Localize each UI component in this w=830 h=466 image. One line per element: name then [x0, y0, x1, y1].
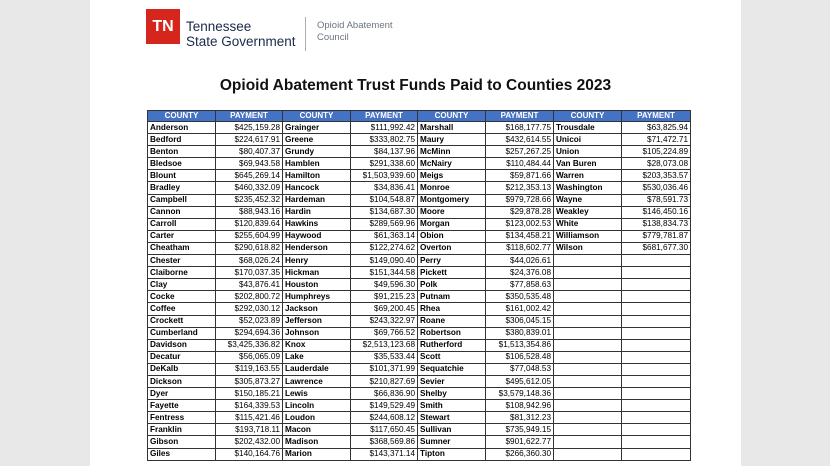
county-cell: Lincoln — [283, 400, 351, 412]
payment-cell: $111,992.42 — [351, 122, 418, 134]
payment-cell: $203,353.57 — [622, 170, 691, 182]
county-cell: Grainger — [283, 122, 351, 134]
county-cell: Hamblen — [283, 158, 351, 170]
county-cell: DeKalb — [148, 363, 216, 375]
payment-cell — [622, 363, 691, 375]
county-cell — [554, 448, 622, 460]
payment-cell: $80,407.37 — [216, 146, 283, 158]
payment-cell: $78,591.73 — [622, 194, 691, 206]
payment-cell: $29,878.28 — [486, 206, 554, 218]
county-cell: Lauderdale — [283, 363, 351, 375]
payment-cell: $101,371.99 — [351, 363, 418, 375]
payment-cell — [622, 351, 691, 363]
payment-cell: $134,687.30 — [351, 206, 418, 218]
county-cell: Tipton — [418, 448, 486, 460]
county-cell: Coffee — [148, 303, 216, 315]
county-cell: Pickett — [418, 267, 486, 279]
table-row — [148, 242, 691, 254]
table-row — [148, 291, 691, 303]
county-cell: Sullivan — [418, 424, 486, 436]
payment-cell: $77,858.63 — [486, 279, 554, 291]
county-cell: Cocke — [148, 291, 216, 303]
county-cell: Clay — [148, 279, 216, 291]
table-row — [148, 218, 691, 230]
table-row — [148, 351, 691, 363]
payment-cell — [622, 255, 691, 267]
county-cell — [554, 291, 622, 303]
county-cell: Henderson — [283, 242, 351, 254]
table-row — [148, 122, 691, 134]
county-cell: Shelby — [418, 388, 486, 400]
payment-cell: $432,614.55 — [486, 134, 554, 146]
county-cell: Weakley — [554, 206, 622, 218]
county-cell: Johnson — [283, 327, 351, 339]
county-cell: Hickman — [283, 267, 351, 279]
payment-cell: $735,949.15 — [486, 424, 554, 436]
county-cell: Loudon — [283, 412, 351, 424]
payment-cell: $193,718.11 — [216, 424, 283, 436]
payment-cell: $84,137.96 — [351, 146, 418, 158]
payment-cell: $243,322.97 — [351, 315, 418, 327]
payment-cell: $294,694.36 — [216, 327, 283, 339]
payment-cell: $118,602.77 — [486, 242, 554, 254]
county-cell: Chester — [148, 255, 216, 267]
county-cell — [554, 315, 622, 327]
county-cell: Lewis — [283, 388, 351, 400]
payment-cell: $134,458.21 — [486, 230, 554, 242]
county-cell: Blount — [148, 170, 216, 182]
column-header: COUNTY — [148, 111, 216, 122]
payment-cell — [622, 448, 691, 460]
payment-cell: $3,579,148.36 — [486, 388, 554, 400]
payment-cell: $138,834.73 — [622, 218, 691, 230]
payment-cell: $1,513,354.86 — [486, 339, 554, 351]
column-header: PAYMENT — [351, 111, 418, 122]
council-name — [317, 20, 393, 44]
payment-cell: $117,650.45 — [351, 424, 418, 436]
payment-cell: $210,827.69 — [351, 375, 418, 387]
county-cell: Morgan — [418, 218, 486, 230]
county-cell: Fayette — [148, 400, 216, 412]
county-cell: Smith — [418, 400, 486, 412]
payment-cell: $235,452.32 — [216, 194, 283, 206]
payment-cell — [622, 327, 691, 339]
county-cell: Jackson — [283, 303, 351, 315]
county-cell: Polk — [418, 279, 486, 291]
county-cell: Decatur — [148, 351, 216, 363]
payment-cell: $35,533.44 — [351, 351, 418, 363]
county-cell — [554, 339, 622, 351]
county-cell: Roane — [418, 315, 486, 327]
county-cell — [554, 279, 622, 291]
county-cell: Putnam — [418, 291, 486, 303]
payment-cell: $350,535.48 — [486, 291, 554, 303]
payment-cell: $681,677.30 — [622, 242, 691, 254]
payment-cell: $143,371.14 — [351, 448, 418, 460]
county-cell: Claiborne — [148, 267, 216, 279]
county-cell: Van Buren — [554, 158, 622, 170]
payment-cell: $368,569.86 — [351, 436, 418, 448]
payment-cell: $530,036.46 — [622, 182, 691, 194]
payment-cell — [622, 267, 691, 279]
county-cell: Bledsoe — [148, 158, 216, 170]
county-cell: Grundy — [283, 146, 351, 158]
payment-cell: $289,569.96 — [351, 218, 418, 230]
payment-cell: $104,548.87 — [351, 194, 418, 206]
payment-cell: $151,344.58 — [351, 267, 418, 279]
payment-cell: $306,045.15 — [486, 315, 554, 327]
payment-cell: $495,612.05 — [486, 375, 554, 387]
payment-cell: $24,376.08 — [486, 267, 554, 279]
county-cell: Jefferson — [283, 315, 351, 327]
county-cell: Trousdale — [554, 122, 622, 134]
payment-cell — [622, 279, 691, 291]
county-cell — [554, 255, 622, 267]
payment-cell: $305,873.27 — [216, 375, 283, 387]
column-header: PAYMENT — [486, 111, 554, 122]
page-title: Opioid Abatement Trust Funds Paid to Counties 2023 — [219, 77, 612, 94]
county-cell: Scott — [418, 351, 486, 363]
payment-cell: $91,215.23 — [351, 291, 418, 303]
payment-cell: $28,073.08 — [622, 158, 691, 170]
payment-cell: $3,425,336.82 — [216, 339, 283, 351]
county-cell: Sevier — [418, 375, 486, 387]
payment-cell: $68,026.24 — [216, 255, 283, 267]
payment-cell: $224,617.91 — [216, 134, 283, 146]
table-row — [148, 448, 691, 460]
payment-cell — [622, 400, 691, 412]
payment-cell: $255,604.99 — [216, 230, 283, 242]
county-cell: Macon — [283, 424, 351, 436]
payment-cell: $71,472.71 — [622, 134, 691, 146]
county-cell: Haywood — [283, 230, 351, 242]
payment-cell: $106,528.48 — [486, 351, 554, 363]
payment-cell — [622, 388, 691, 400]
payment-cell: $266,360.30 — [486, 448, 554, 460]
county-cell: Lawrence — [283, 375, 351, 387]
payment-cell: $77,048.53 — [486, 363, 554, 375]
county-cell — [554, 412, 622, 424]
county-cell: Anderson — [148, 122, 216, 134]
table-row — [148, 146, 691, 158]
county-cell: Wayne — [554, 194, 622, 206]
payment-cell: $43,876.41 — [216, 279, 283, 291]
payment-cell: $290,618.82 — [216, 242, 283, 254]
payment-cell: $333,802.75 — [351, 134, 418, 146]
payment-cell: $2,513,123.68 — [351, 339, 418, 351]
county-cell — [554, 363, 622, 375]
county-cell: Unicoi — [554, 134, 622, 146]
county-cell: Sumner — [418, 436, 486, 448]
table-row — [148, 255, 691, 267]
payment-cell: $901,622.77 — [486, 436, 554, 448]
payment-cell: $202,800.72 — [216, 291, 283, 303]
payment-cell: $123,002.53 — [486, 218, 554, 230]
table-row — [148, 436, 691, 448]
payment-cell — [622, 436, 691, 448]
table-row — [148, 267, 691, 279]
payment-cell: $170,037.35 — [216, 267, 283, 279]
payment-cell: $105,224.89 — [622, 146, 691, 158]
county-cell: Montgomery — [418, 194, 486, 206]
county-cell: Williamson — [554, 230, 622, 242]
payment-cell: $149,090.40 — [351, 255, 418, 267]
county-cell: Madison — [283, 436, 351, 448]
county-cell: McMinn — [418, 146, 486, 158]
column-header: COUNTY — [283, 111, 351, 122]
county-cell: Robertson — [418, 327, 486, 339]
county-cell: Moore — [418, 206, 486, 218]
table-row — [148, 388, 691, 400]
payment-cell: $81,312.23 — [486, 412, 554, 424]
payment-cell: $52,023.89 — [216, 315, 283, 327]
table-row — [148, 134, 691, 146]
county-cell — [554, 375, 622, 387]
county-cell: Maury — [418, 134, 486, 146]
county-cell: Greene — [283, 134, 351, 146]
table-row — [148, 303, 691, 315]
payment-cell: $122,274.62 — [351, 242, 418, 254]
payment-cell: $66,836.90 — [351, 388, 418, 400]
county-cell: Hawkins — [283, 218, 351, 230]
county-cell: Wilson — [554, 242, 622, 254]
payment-cell: $257,267.25 — [486, 146, 554, 158]
county-cell: Crockett — [148, 315, 216, 327]
county-cell: Hardin — [283, 206, 351, 218]
payment-cell: $244,608.12 — [351, 412, 418, 424]
payment-cell: $212,353.13 — [486, 182, 554, 194]
payment-cell: $164,339.53 — [216, 400, 283, 412]
county-cell: Obion — [418, 230, 486, 242]
payment-cell: $1,503,939.60 — [351, 170, 418, 182]
payment-cell: $140,164.76 — [216, 448, 283, 460]
payment-cell — [622, 424, 691, 436]
payment-cell: $292,030.12 — [216, 303, 283, 315]
column-header: PAYMENT — [216, 111, 283, 122]
payment-cell — [622, 412, 691, 424]
table-row — [148, 206, 691, 218]
table-row — [148, 279, 691, 291]
county-cell: Humphreys — [283, 291, 351, 303]
payment-cell — [622, 303, 691, 315]
payment-cell: $460,332.09 — [216, 182, 283, 194]
county-cell: Overton — [418, 242, 486, 254]
county-cell: Carter — [148, 230, 216, 242]
county-cell: Sequatchie — [418, 363, 486, 375]
county-cell: Henry — [283, 255, 351, 267]
table-row — [148, 400, 691, 412]
payment-cell: $380,839.01 — [486, 327, 554, 339]
table-row — [148, 194, 691, 206]
payment-cell: $202,432.00 — [216, 436, 283, 448]
tn-logo: TN — [146, 9, 180, 44]
payment-cell: $979,728.66 — [486, 194, 554, 206]
council-line1: Opioid Abatement — [317, 20, 393, 31]
payment-cell: $120,839.64 — [216, 218, 283, 230]
county-cell: Stewart — [418, 412, 486, 424]
payment-cell: $88,943.16 — [216, 206, 283, 218]
county-cell — [554, 267, 622, 279]
council-line2: Council — [317, 32, 349, 43]
payment-cell: $161,002.42 — [486, 303, 554, 315]
county-cell: Warren — [554, 170, 622, 182]
table-row — [148, 158, 691, 170]
table-body — [148, 122, 691, 461]
county-cell: Campbell — [148, 194, 216, 206]
payment-cell: $49,596.30 — [351, 279, 418, 291]
county-cell — [554, 303, 622, 315]
payment-cell: $146,450.16 — [622, 206, 691, 218]
payment-cell: $425,159.28 — [216, 122, 283, 134]
county-cell: Gibson — [148, 436, 216, 448]
county-cell: Bedford — [148, 134, 216, 146]
table-row — [148, 327, 691, 339]
payment-cell: $44,026.61 — [486, 255, 554, 267]
county-cell: Benton — [148, 146, 216, 158]
county-cell: Meigs — [418, 170, 486, 182]
county-cell: Rutherford — [418, 339, 486, 351]
county-cell: McNairy — [418, 158, 486, 170]
column-header: COUNTY — [554, 111, 622, 122]
table-row — [148, 424, 691, 436]
county-cell: Franklin — [148, 424, 216, 436]
county-cell: Bradley — [148, 182, 216, 194]
county-cell: Dickson — [148, 375, 216, 387]
county-cell: Hamilton — [283, 170, 351, 182]
county-cell: Fentress — [148, 412, 216, 424]
table-row — [148, 230, 691, 242]
payment-cell: $779,781.87 — [622, 230, 691, 242]
county-cell: Rhea — [418, 303, 486, 315]
table-row — [148, 363, 691, 375]
county-cell — [554, 388, 622, 400]
payment-cell: $69,200.45 — [351, 303, 418, 315]
county-cell: Lake — [283, 351, 351, 363]
table-row — [148, 375, 691, 387]
payment-cell: $115,421.46 — [216, 412, 283, 424]
county-cell: Cannon — [148, 206, 216, 218]
payment-cell: $56,065.09 — [216, 351, 283, 363]
county-cell: Monroe — [418, 182, 486, 194]
table-row — [148, 339, 691, 351]
payment-cell: $291,338.60 — [351, 158, 418, 170]
payment-cell: $69,943.58 — [216, 158, 283, 170]
county-cell: Hancock — [283, 182, 351, 194]
county-cell: Marion — [283, 448, 351, 460]
payment-cell: $61,363.14 — [351, 230, 418, 242]
table-row — [148, 182, 691, 194]
county-cell — [554, 424, 622, 436]
table-row — [148, 315, 691, 327]
payments-table — [147, 110, 691, 461]
table-row — [148, 170, 691, 182]
payment-cell: $119,163.55 — [216, 363, 283, 375]
payment-cell: $34,836.41 — [351, 182, 418, 194]
payment-cell: $149,529.49 — [351, 400, 418, 412]
payment-cell: $69,766.52 — [351, 327, 418, 339]
county-cell: Knox — [283, 339, 351, 351]
county-cell: Houston — [283, 279, 351, 291]
header-divider — [305, 17, 306, 51]
document-page — [90, 0, 741, 466]
payment-cell — [622, 375, 691, 387]
county-cell — [554, 400, 622, 412]
county-cell — [554, 327, 622, 339]
payment-cell — [622, 315, 691, 327]
county-cell: Hardeman — [283, 194, 351, 206]
county-cell: Washington — [554, 182, 622, 194]
gov-name-line1: Tennessee — [186, 19, 252, 34]
payment-cell: $645,269.14 — [216, 170, 283, 182]
county-cell: Cumberland — [148, 327, 216, 339]
payment-cell: $168,177.75 — [486, 122, 554, 134]
table-header-row — [148, 111, 691, 122]
county-cell: Marshall — [418, 122, 486, 134]
county-cell: Davidson — [148, 339, 216, 351]
payment-cell: $59,871.66 — [486, 170, 554, 182]
county-cell: Giles — [148, 448, 216, 460]
payment-cell: $110,484.44 — [486, 158, 554, 170]
county-cell: Carroll — [148, 218, 216, 230]
county-cell: Perry — [418, 255, 486, 267]
county-cell: Union — [554, 146, 622, 158]
payment-cell: $150,185.21 — [216, 388, 283, 400]
table-row — [148, 412, 691, 424]
payment-cell: $63,825.94 — [622, 122, 691, 134]
government-name — [186, 19, 296, 49]
gov-name-line2: State Government — [186, 34, 296, 49]
county-cell: Cheatham — [148, 242, 216, 254]
county-cell — [554, 436, 622, 448]
column-header: COUNTY — [418, 111, 486, 122]
payment-cell: $108,942.96 — [486, 400, 554, 412]
column-header: PAYMENT — [622, 111, 691, 122]
payment-cell — [622, 291, 691, 303]
county-cell: Dyer — [148, 388, 216, 400]
county-cell: White — [554, 218, 622, 230]
county-cell — [554, 351, 622, 363]
payment-cell — [622, 339, 691, 351]
